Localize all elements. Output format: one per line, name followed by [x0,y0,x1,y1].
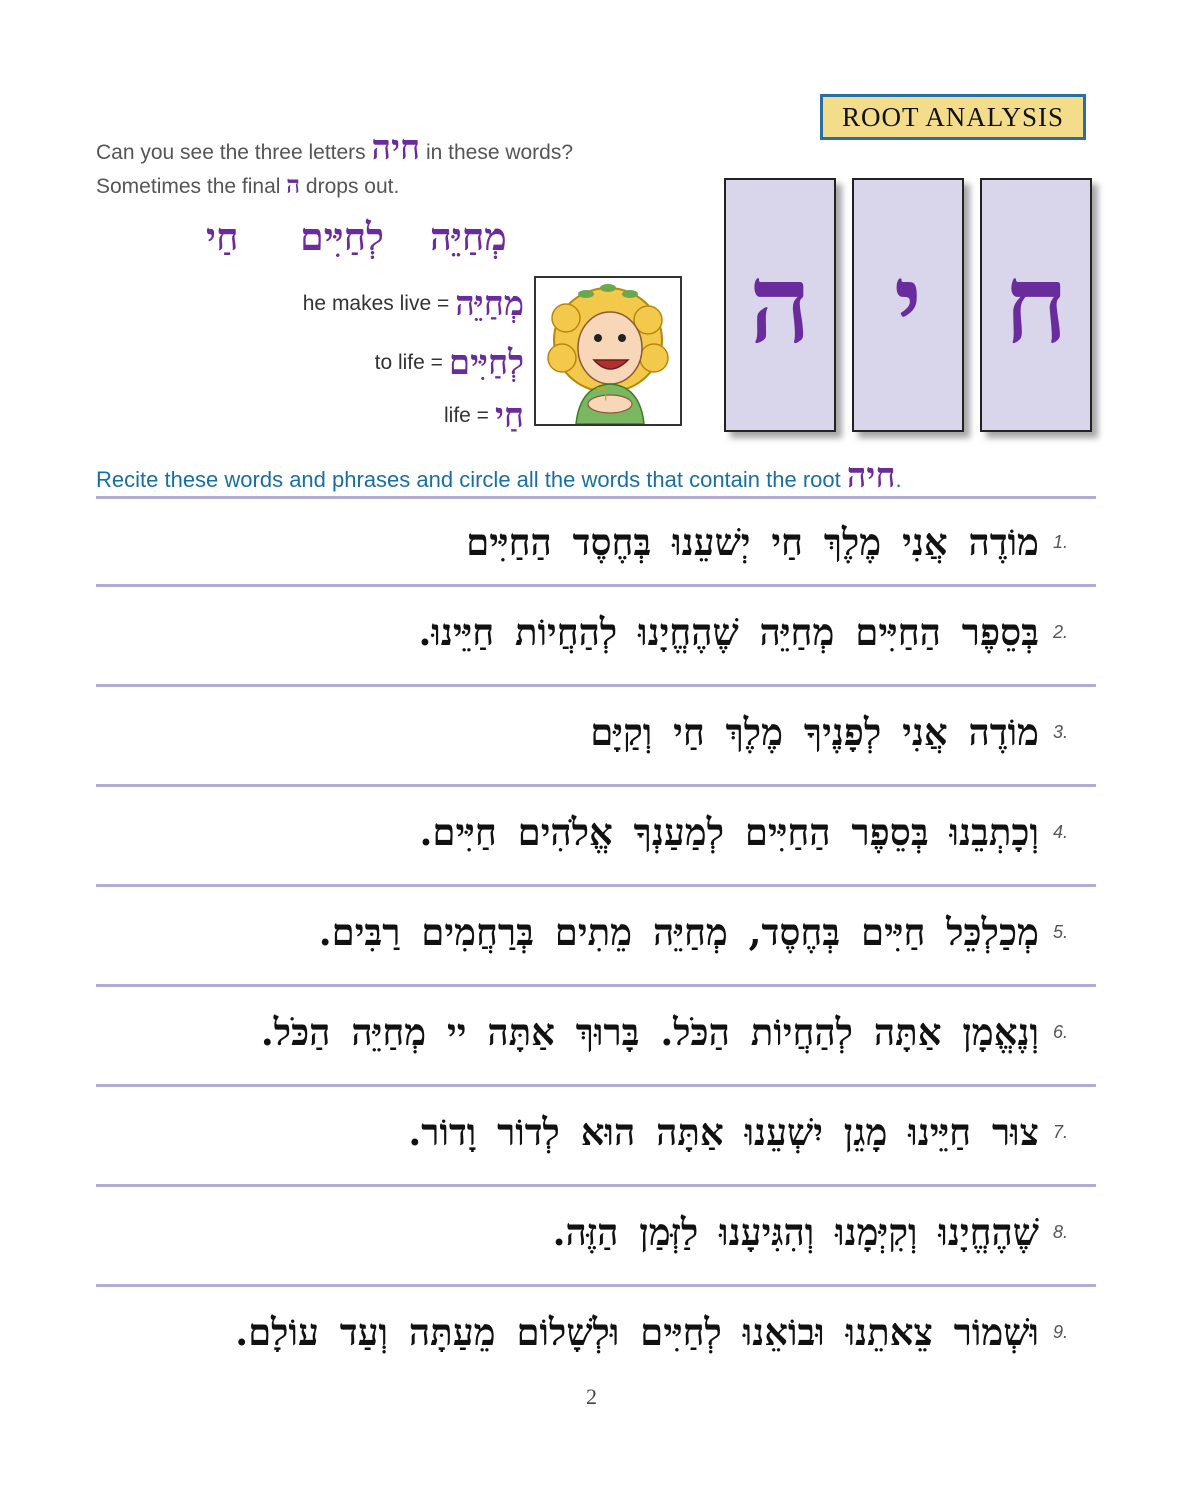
glossary-hebrew-2: לְחַיִּים [448,343,524,383]
glossary-row-2 [375,343,524,383]
tile-letter-chet: ח [980,178,1092,432]
glossary-english-1: he makes live = [302,292,450,315]
exercise-line-number: 2. [1052,621,1068,642]
exercise-line-1 [466,502,1068,582]
glossary-row-1 [303,284,524,324]
instruction-text: Recite these words and phrases and circle all the words that contain the root [96,467,841,492]
intro-root-letters: חיה [371,128,421,168]
exercise-line-text: וְנֶאֱמָן אַתָּה לְהַחֲיוֹת הַכֹּל. בָּרוּךְ אַתָּה יי מְחַיֵּה הַכֹּל. [260,1009,1039,1054]
intro-line-2-suffix: drops out. [305,175,400,198]
glossary-hebrew-1: מְחַיֵּה [455,284,524,324]
exercise-line-4 [419,792,1068,872]
exercise-line-text: וּשְׁמוֹר צֵאתֵנוּ וּבוֹאֵנוּ לְחַיִּים וּלְשָׁלוֹם מֵעַתָּה וְעַד עוֹלָם. [235,1309,1039,1354]
exercise-line-text: שֶׁהֶחֱיָנוּ וְקִיְּמָנוּ וְהִגִּיעָנוּ לַזְּמַן הַזֶּה. [552,1209,1039,1254]
glossary-english-2: to life = [374,351,443,374]
exercise-line-number: 5. [1052,921,1068,942]
exercise-line-text: מְכַלְכֵּל חַיִּים בְּחֶסֶד, מְחַיֵּה מֵתִים בְּרַחֲמִים רַבִּים. [318,909,1039,954]
intro-line-2-prefix: Sometimes the final [96,175,281,198]
exercise-line-number: 4. [1052,821,1068,842]
exercise-line-text: וְכָתְבֵנוּ בְּסֵפֶר הַחַיִּים לְמַעַנְךָ אֱלֹהִים חַיִּים. [419,809,1039,854]
child-illustration [534,276,682,426]
glossary-hebrew-3: חַי [494,396,524,436]
child-drawing [536,278,680,424]
intro-line-1 [96,128,573,168]
divider [96,584,1096,587]
divider [96,496,1096,499]
svg-text:ℸ: ℸ [596,384,608,405]
root-analysis-badge: ROOT ANALYSIS [820,94,1086,140]
divider [96,884,1096,887]
exercise-line-8 [553,1192,1068,1272]
exercise-line-number: 6. [1052,1021,1068,1042]
exercise-line-2 [418,592,1068,672]
word-chai: חַי [206,214,239,259]
tile-letter-he: ה [724,178,836,432]
divider [96,1284,1096,1287]
page-number: 2 [586,1384,597,1409]
exercise-line-9 [235,1292,1068,1372]
divider [96,1184,1096,1187]
intro-line-1-prefix: Can you see the three letters [96,141,366,164]
divider [96,684,1096,687]
instruction [96,456,902,496]
divider [96,784,1096,787]
exercise-line-6 [261,992,1068,1072]
exercise-line-number: 7. [1052,1121,1068,1142]
exercise-line-number: 8. [1052,1221,1068,1242]
word-lechayim: לְחַיִּים [300,214,384,259]
divider [96,984,1096,987]
instruction-root: חיה [846,456,896,496]
exercise-line-number: 9. [1052,1321,1068,1342]
divider [96,1084,1096,1087]
exercise-line-text: מוֹדֶה אֲנִי לְפָנֶיךָ מֶלֶךְ חַי וְקַיָּם [590,709,1039,754]
instruction-end: . [895,467,902,492]
intro-final-letter: ה [286,170,301,199]
word-mechayeh: מְחַיֵּה [430,214,507,259]
exercise-line-text: צוּר חַיֵּינוּ מָגֵן יִשְׁעֵנוּ אַתָּה הוּא לְדוֹר וָדוֹר. [408,1109,1039,1154]
exercise-line-number: 1. [1052,531,1068,552]
exercise-line-text: מוֹדֶה אֲנִי מֶלֶךְ חַי יְשׁעֵנוּ בְּחֶסֶד הַחַיִּים [466,519,1039,564]
intro-line-2 [96,170,399,200]
exercise-line-text: בְּסֵפֶר הַחַיִּים מְחַיֵּה שֶׁהֶחֱיָנוּ לְהַחֲיוֹת חַיֵּינוּ. [418,609,1039,654]
exercise-line-7 [408,1092,1068,1172]
exercise-line-3 [590,692,1068,772]
glossary-english-3: life = [444,404,489,427]
exercise-line-5 [319,892,1068,972]
glossary-row-3 [444,396,524,436]
exercise-line-number: 3. [1052,721,1068,742]
tile-letter-yod: י [852,178,964,432]
intro-line-1-suffix: in these words? [425,141,574,164]
